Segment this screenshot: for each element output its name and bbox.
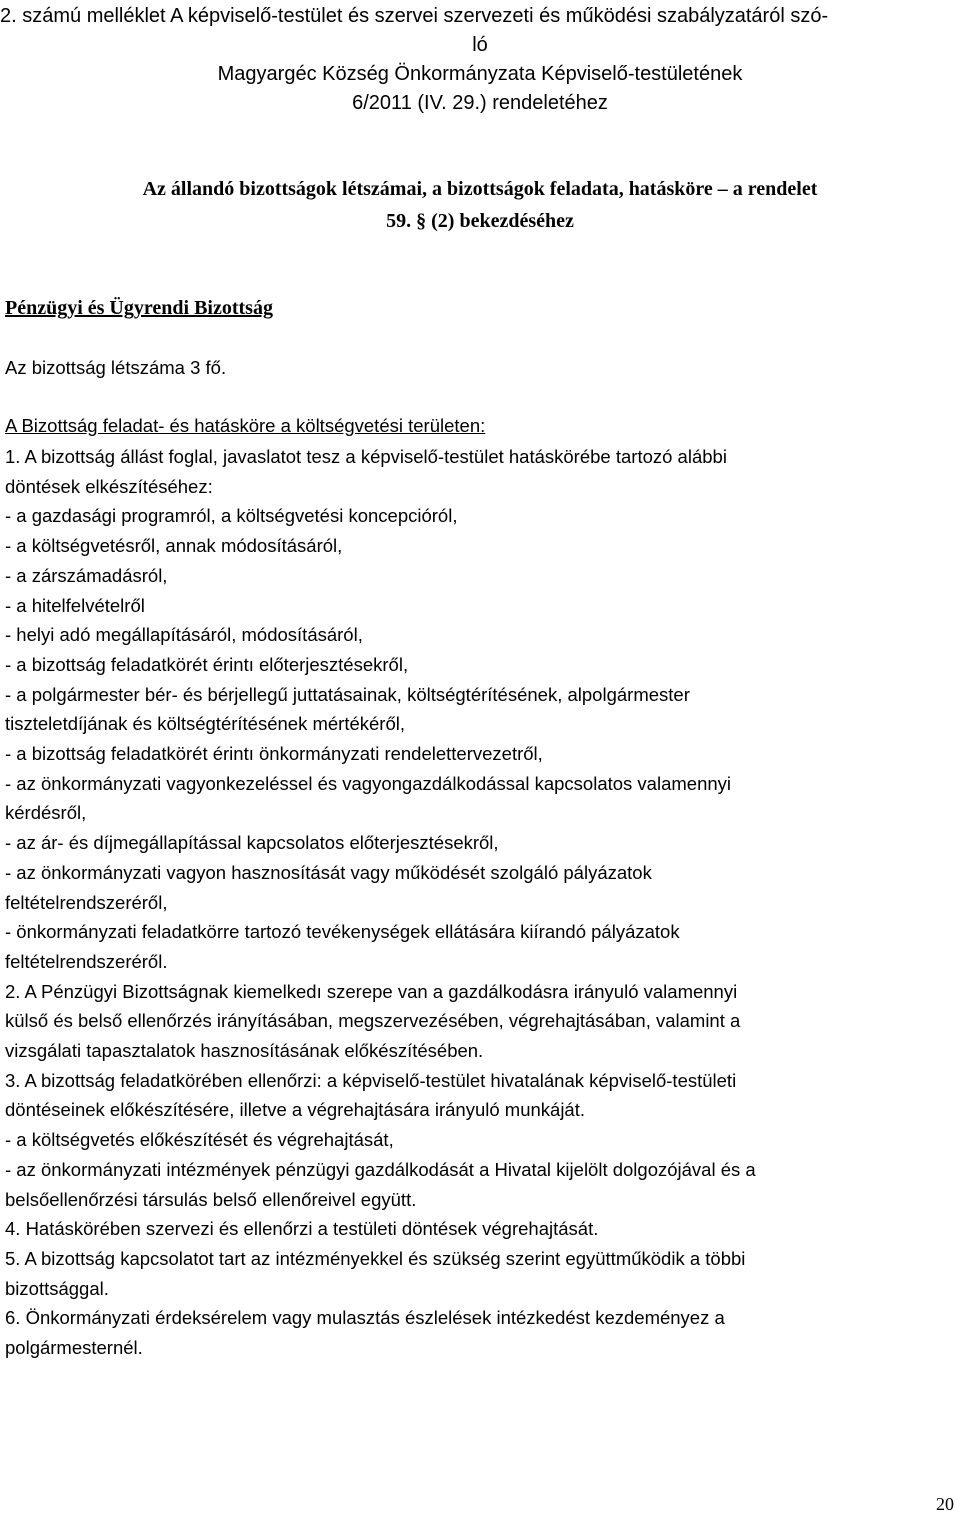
annex-header-line-1: 2. számú melléklet A képviselő-testület és szervei szervezeti és működési szabályzatáról szó- [0, 5, 829, 27]
body-line: tiszteletdíjának és költségtérítésének mértékéről, [5, 713, 405, 735]
body-line: - a bizottság feladatkörét érintı önkormányzati rendelettervezetről, [5, 743, 543, 765]
body-line: - önkormányzati feladatkörre tartozó tevékenységek ellátására kiírandó pályázatok [5, 921, 680, 943]
annex-header-line-2: ló [472, 34, 488, 56]
body-line: döntéseinek előkészítésére, illetve a végrehajtására irányuló munkáját. [5, 1099, 585, 1121]
body-line: - az önkormányzati intézmények pénzügyi gazdálkodását a Hivatal kijelölt dolgozójával és a [5, 1158, 756, 1180]
body-line: belsőellenőrzési társulás belső ellenőreivel együtt. [5, 1188, 417, 1210]
body-line: - a zárszámadásról, [5, 564, 168, 586]
annex-header [0, 0, 960, 118]
body-line: 6. Önkormányzati érdeksérelem vagy mulasztás észlelések intézkedést kezdeményez a [5, 1307, 725, 1329]
body-line: 5. A bizottság kapcsolatot tart az intézményekkel és szükség szerint együttműködik a többi [5, 1247, 746, 1269]
scope-heading: A Bizottság feladat- és hatásköre a költségvetési területen: [5, 415, 486, 436]
body-line: 1. A bizottság állást foglal, javaslatot tesz a képviselő-testület hatáskörébe tartozó alábbi [5, 446, 727, 467]
section-title-line-1: Az állandó bizottságok létszámai, a bizottságok feladata, hatásköre – a rendelet [142, 178, 818, 200]
committee-name: Pénzügyi és Ügyrendi Bizottság [5, 297, 273, 319]
body-line: 3. A bizottság feladatkörében ellenőrzi: a képviselő-testület hivatalának képviselő-testületi [5, 1069, 737, 1091]
body-line: - a gazdasági programról, a költségvetési koncepcióról, [5, 505, 458, 527]
body-line: feltételrendszeréről, [5, 891, 168, 913]
body-line: külső és belső ellenőrzés irányításában, megszervezésében, végrehajtásában, valamint a [5, 1010, 741, 1032]
body-line: - helyi adó megállapításáról, módosításáról, [5, 624, 363, 646]
committee-members: Az bizottság létszáma 3 fő. [5, 357, 227, 378]
body-line: döntések elkészítéséhez: [5, 475, 213, 497]
body-line: - a költségvetésről, annak módosításáról, [5, 535, 343, 557]
body-line: 2. A Pénzügyi Bizottságnak kiemelkedı szerepe van a gazdálkodásra irányuló valamennyi [5, 980, 738, 1002]
body-line: - a hitelfelvételről [5, 594, 145, 616]
body-line: vizsgálati tapasztalatok hasznosításának előkészítésében. [5, 1040, 484, 1062]
section-title [0, 173, 960, 237]
body-text [5, 442, 955, 1363]
body-line: polgármesternél. [5, 1337, 143, 1359]
body-line: - az ár- és díjmegállapítással kapcsolatos előterjesztésekről, [5, 832, 499, 854]
body-line: bizottsággal. [5, 1277, 109, 1299]
body-line: - az önkormányzati vagyonkezeléssel és vagyongazdálkodással kapcsolatos valamennyi [5, 772, 732, 794]
body-line: - az önkormányzati vagyon hasznosítását vagy működését szolgáló pályázatok [5, 861, 652, 883]
body-line: - a polgármester bér- és bérjellegű juttatásainak, költségtérítésének, alpolgármester [5, 683, 690, 705]
section-title-line-2: 59. § (2) bekezdéséhez [386, 210, 574, 232]
body-line: - a bizottság feladatkörét érintı előterjesztésekről, [5, 653, 409, 675]
annex-header-line-4: 6/2011 (IV. 29.) rendeletéhez [352, 92, 608, 114]
body-line: - a költségvetés előkészítését és végrehajtását, [5, 1129, 394, 1151]
annex-header-line-3: Magyargéc Község Önkormányzata Képviselő-testületének [217, 63, 743, 85]
body-line: feltételrendszeréről. [5, 950, 168, 972]
body-line: kérdésről, [5, 802, 87, 824]
page-number: 20 [936, 1494, 954, 1514]
body-line: 4. Hatáskörében szervezi és ellenőrzi a testületi döntések végrehajtását. [5, 1218, 599, 1240]
